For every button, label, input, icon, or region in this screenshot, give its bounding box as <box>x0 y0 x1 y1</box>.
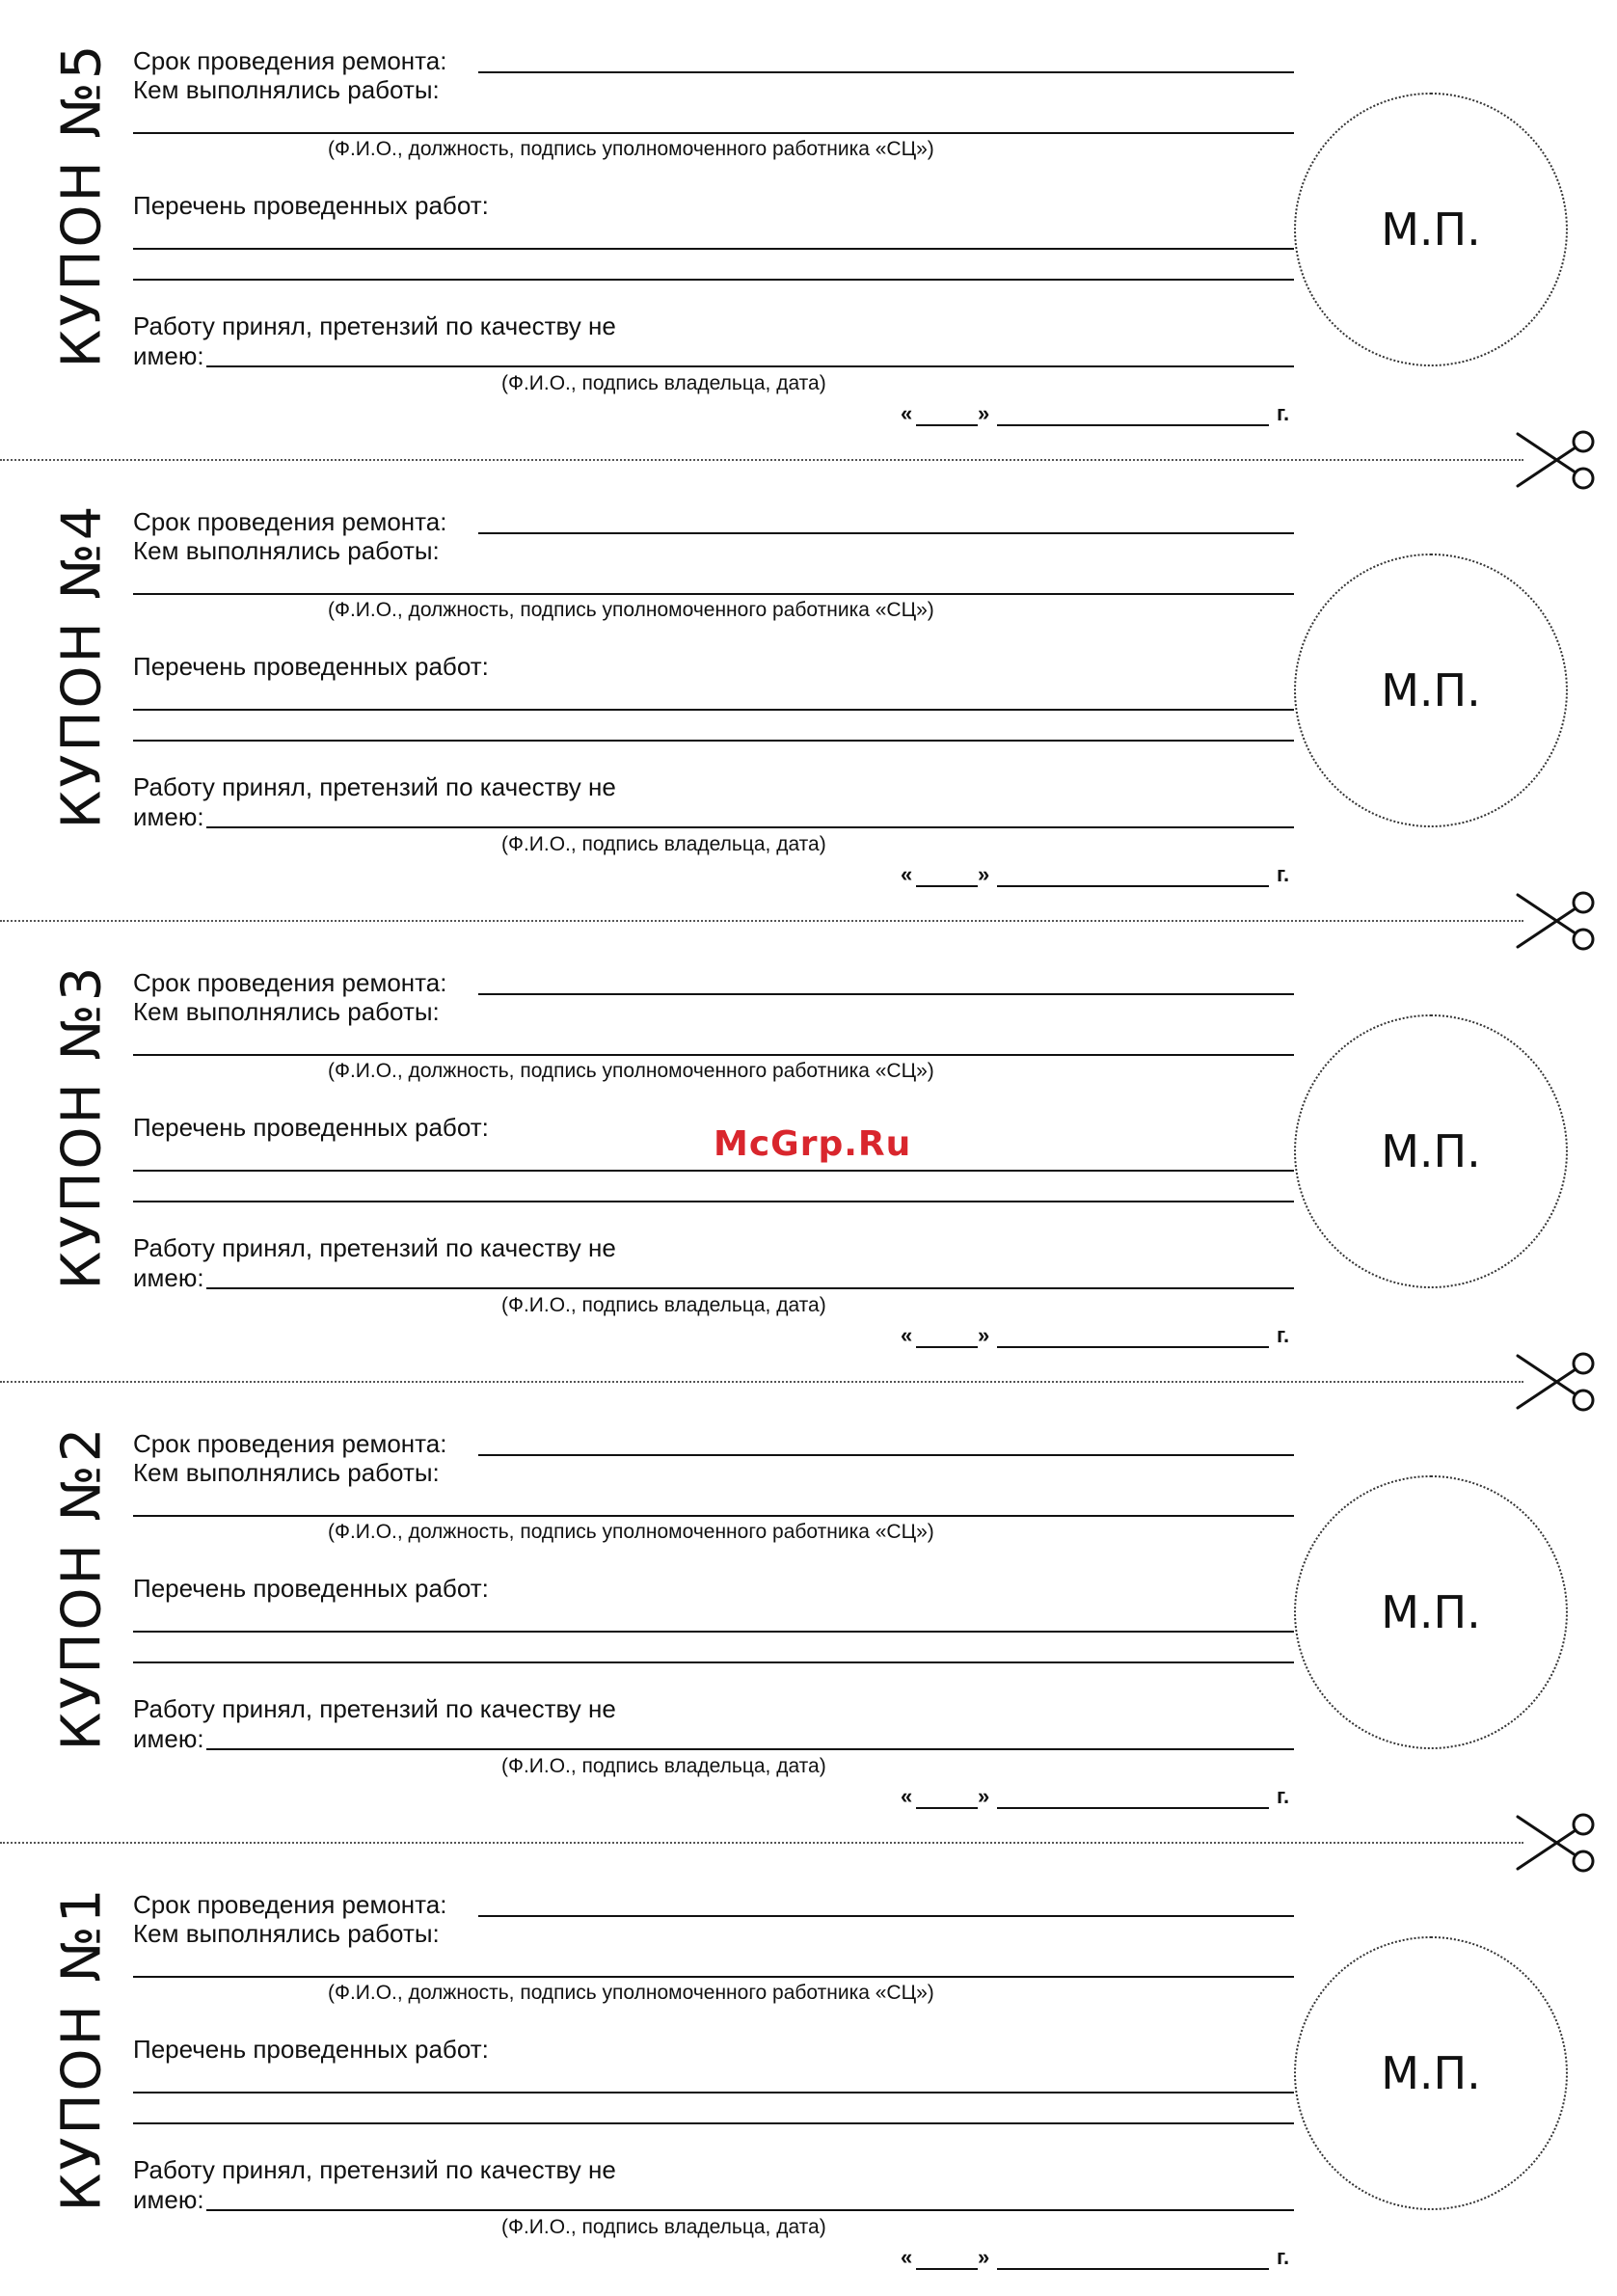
stamp-circle <box>1294 554 1568 827</box>
works-list-label: Перечень проведенных работ: <box>133 1574 489 1603</box>
works-list-field-1[interactable] <box>133 1631 1294 1633</box>
performed-by-field[interactable] <box>133 1976 1294 1978</box>
owner-caption: (Ф.И.О., подпись владельца, дата) <box>501 2216 826 2238</box>
works-list-field-1[interactable] <box>133 2092 1294 2093</box>
owner-signature-field[interactable] <box>206 365 1294 367</box>
performed-by-field[interactable] <box>133 1054 1294 1056</box>
year-suffix: г. <box>1277 1323 1290 1347</box>
date-day-field[interactable] <box>916 2268 978 2270</box>
accepted-label-cont: имею: <box>133 2185 204 2214</box>
works-list-label: Перечень проведенных работ: <box>133 652 489 681</box>
coupon-title: КУПОН №3 <box>50 963 114 1289</box>
works-list-label: Перечень проведенных работ: <box>133 2035 489 2064</box>
date-open-quote: « <box>901 2245 913 2269</box>
repair-period-field[interactable] <box>478 532 1294 534</box>
stamp-circle <box>1294 93 1568 366</box>
repair-period-label: Срок проведения ремонта: <box>133 46 447 75</box>
repair-period-label: Срок проведения ремонта: <box>133 507 447 536</box>
date-day-field[interactable] <box>916 885 978 887</box>
date-open-quote: « <box>901 1323 913 1347</box>
works-list-field-2[interactable] <box>133 1661 1294 1663</box>
works-list-field-2[interactable] <box>133 1201 1294 1202</box>
accepted-label-cont: имею: <box>133 802 204 831</box>
performed-by-label: Кем выполнялись работы: <box>133 1458 440 1487</box>
stamp-label: М.П. <box>1381 2047 1481 2099</box>
works-list-field-2[interactable] <box>133 279 1294 281</box>
date-close-quote: » <box>978 1784 990 1808</box>
stamp-circle <box>1294 1475 1568 1749</box>
accepted-label: Работу принял, претензий по качеству не <box>133 311 616 340</box>
coupon-1 <box>0 1844 1617 2296</box>
date-month-year-field[interactable] <box>997 424 1269 426</box>
date-open-quote: « <box>901 862 913 886</box>
repair-period-field[interactable] <box>478 1915 1294 1917</box>
date-close-quote: » <box>978 862 990 886</box>
date-close-quote: » <box>978 1323 990 1347</box>
stamp-circle <box>1294 1936 1568 2210</box>
performed-by-field[interactable] <box>133 132 1294 134</box>
works-list-field-1[interactable] <box>133 1170 1294 1172</box>
coupon-title: КУПОН №1 <box>50 1885 114 2211</box>
owner-signature-field[interactable] <box>206 1287 1294 1289</box>
stamp-label: М.П. <box>1381 1586 1481 1638</box>
owner-caption: (Ф.И.О., подпись владельца, дата) <box>501 1755 826 1777</box>
performed-by-label: Кем выполнялись работы: <box>133 997 440 1026</box>
repair-period-label: Срок проведения ремонта: <box>133 1429 447 1458</box>
works-list-field-1[interactable] <box>133 248 1294 250</box>
accepted-label-cont: имею: <box>133 1263 204 1292</box>
performed-by-field[interactable] <box>133 593 1294 595</box>
date-day-field[interactable] <box>916 424 978 426</box>
repair-period-field[interactable] <box>478 1454 1294 1456</box>
works-list-label: Перечень проведенных работ: <box>133 191 489 220</box>
accepted-label: Работу принял, претензий по качеству не <box>133 772 616 801</box>
owner-signature-field[interactable] <box>206 826 1294 828</box>
coupon-5 <box>0 0 1617 461</box>
accepted-label: Работу принял, претензий по качеству не <box>133 1694 616 1723</box>
owner-signature-field[interactable] <box>206 1748 1294 1750</box>
performed-by-caption: (Ф.И.О., должность, подпись уполномоченного работника «СЦ») <box>328 138 934 160</box>
repair-period-field[interactable] <box>478 993 1294 995</box>
coupon-2 <box>0 1383 1617 1844</box>
stamp-label: М.П. <box>1381 203 1481 256</box>
date-month-year-field[interactable] <box>997 885 1269 887</box>
repair-period-field[interactable] <box>478 71 1294 73</box>
accepted-label-cont: имею: <box>133 341 204 370</box>
year-suffix: г. <box>1277 2245 1290 2269</box>
watermark: McGrp.Ru <box>714 1124 912 1164</box>
performed-by-caption: (Ф.И.О., должность, подпись уполномоченного работника «СЦ») <box>328 1521 934 1543</box>
works-list-field-2[interactable] <box>133 2122 1294 2124</box>
accepted-label: Работу принял, претензий по качеству не <box>133 1233 616 1262</box>
coupon-title: КУПОН №5 <box>50 41 114 367</box>
accepted-label-cont: имею: <box>133 1724 204 1753</box>
performed-by-label: Кем выполнялись работы: <box>133 536 440 565</box>
owner-caption: (Ф.И.О., подпись владельца, дата) <box>501 372 826 394</box>
date-month-year-field[interactable] <box>997 1807 1269 1809</box>
works-list-field-2[interactable] <box>133 740 1294 742</box>
accepted-label: Работу принял, претензий по качеству не <box>133 2155 616 2184</box>
coupon-title: КУПОН №2 <box>50 1424 114 1750</box>
performed-by-label: Кем выполнялись работы: <box>133 75 440 104</box>
date-day-field[interactable] <box>916 1807 978 1809</box>
date-day-field[interactable] <box>916 1346 978 1348</box>
performed-by-caption: (Ф.И.О., должность, подпись уполномоченного работника «СЦ») <box>328 1982 934 2004</box>
stamp-circle <box>1294 1014 1568 1288</box>
repair-period-label: Срок проведения ремонта: <box>133 968 447 997</box>
year-suffix: г. <box>1277 862 1290 886</box>
performed-by-label: Кем выполнялись работы: <box>133 1919 440 1948</box>
coupon-4 <box>0 461 1617 922</box>
works-list-label: Перечень проведенных работ: <box>133 1113 489 1142</box>
date-open-quote: « <box>901 1784 913 1808</box>
owner-caption: (Ф.И.О., подпись владельца, дата) <box>501 833 826 855</box>
date-open-quote: « <box>901 401 913 425</box>
coupon-title: КУПОН №4 <box>50 502 114 828</box>
performed-by-field[interactable] <box>133 1515 1294 1517</box>
repair-period-label: Срок проведения ремонта: <box>133 1890 447 1919</box>
owner-signature-field[interactable] <box>206 2209 1294 2211</box>
date-close-quote: » <box>978 401 990 425</box>
date-month-year-field[interactable] <box>997 2268 1269 2270</box>
owner-caption: (Ф.И.О., подпись владельца, дата) <box>501 1294 826 1316</box>
stamp-label: М.П. <box>1381 664 1481 716</box>
stamp-label: М.П. <box>1381 1125 1481 1177</box>
performed-by-caption: (Ф.И.О., должность, подпись уполномоченного работника «СЦ») <box>328 599 934 621</box>
year-suffix: г. <box>1277 401 1290 425</box>
date-month-year-field[interactable] <box>997 1346 1269 1348</box>
year-suffix: г. <box>1277 1784 1290 1808</box>
performed-by-caption: (Ф.И.О., должность, подпись уполномоченного работника «СЦ») <box>328 1060 934 1082</box>
date-close-quote: » <box>978 2245 990 2269</box>
works-list-field-1[interactable] <box>133 709 1294 711</box>
